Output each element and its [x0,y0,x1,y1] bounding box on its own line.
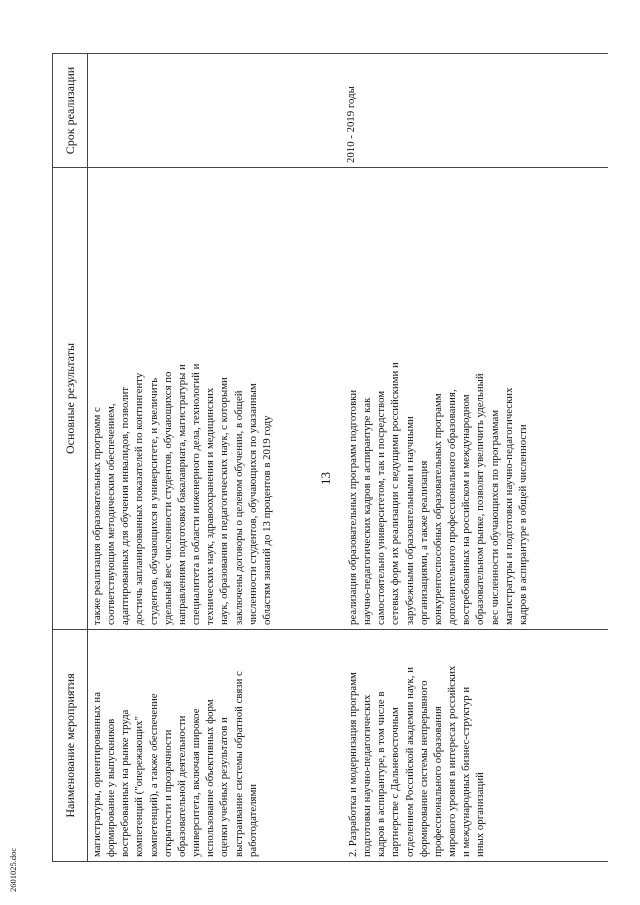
text-line: организациями, а также реализация [417,460,430,625]
header-period: Срок реализации [53,54,88,168]
text-line: мирового уровня в интересах российских [446,665,459,857]
text-line: наук, образования и педагогических наук, с которыми [218,377,231,625]
text-line: образовательном рынке, позволят увеличить удельный [474,373,487,625]
text-line: выстраивание системы обратной связи с [232,671,245,857]
text-line: иных организаций [474,772,487,857]
document-sheet [52,54,612,862]
results-cell [334,168,608,630]
page-number: 13 [318,472,333,485]
header-action: Наименование мероприятия [53,630,88,862]
text-line: профессионального образования [431,706,444,857]
text-line: магистратуры, ориентированных на [91,691,103,857]
text-line: зарубежными образовательными и научными [403,416,416,625]
text-line: открытости и прозрачности [161,729,174,857]
text-line: формирование системы непрерывного [417,680,430,857]
text-line: работодателями [246,783,259,857]
file-name-footer: 2601025.doc [8,847,18,892]
text-line: заключены договоры о целевом обучении, в общей [232,390,245,625]
text-line: реализация образовательных программ подготовки [347,389,359,625]
text-line: университета, включая широкое [190,708,203,857]
text-line: достичь запланированных показателей по контингенту [133,372,146,625]
text-line: формирование у выпускников [105,718,118,857]
text-line: численности студентов, обучающихся по указанным [246,383,259,625]
period-cell [88,54,335,168]
text-line: подготовки научно-педагогических [361,694,374,857]
text-line: удельный вес численности студентов, обучающихся по [161,371,174,625]
table-row [334,54,608,862]
text-line: востребованных на рынке труда [119,709,132,857]
activities-table [52,53,608,862]
text-line: востребованных на российском и международном [460,394,473,625]
action-cell [334,630,608,862]
text-line: оценки учебных результатов и [218,717,231,857]
text-line: отделением Российской академии наук, и [403,667,416,857]
text-line: научно-педагогических кадров в аспирантуре как [361,397,374,625]
text-line: кадров в аспирантуре, в том числе в [375,691,388,857]
text-line: сетевых форм их реализации с ведущими российскими и [389,362,402,625]
text-line: компетенций ("опережающих" [133,716,146,857]
text-line: направлениям подготовки бакалавриата, магистратуры и [175,364,188,625]
text-line: технических наук, здравоохранения и медицинских [204,387,217,625]
text-line: кадров в аспирантуре в общей численности [516,424,529,625]
text-line: адаптированных для обучения инвалидов, позволит [119,386,132,625]
text-line: самостоятельно университетом, так и посредством [375,390,388,625]
results-cell [88,168,335,630]
text-line: конкурентоспособных образовательных программ [431,393,444,625]
text-line: студентов, обучающихся в университете, и увеличить [147,377,160,625]
text-line: использование объективных форм [204,699,217,857]
text-line: партнерстве с Дальневосточным [389,707,402,857]
text-line: специалитета в области инженерного дела, технологий и [190,363,203,625]
text-line: компетенций), а также обеспечение [147,693,160,857]
table-header-row [53,54,88,862]
text-line: также реализация образовательных программ с [91,407,103,625]
action-cell [88,630,335,862]
text-line: областям знаний до 13 процентов в 2019 году [260,415,273,625]
text-line: вес численности обучающихся по программам [488,409,501,625]
text-line: образовательной деятельности [175,715,188,857]
text-line: 2. Разработка и модернизация программ [347,672,359,857]
period-cell: 2010 - 2019 годы [334,54,608,168]
table-row [88,54,335,862]
text-line: дополнительного профессионального образования, [446,389,459,625]
text-line: магистратуры и подготовки научно-педагогических [502,387,515,625]
text-line: соответствующим методическим обеспечением, [105,403,118,625]
text-line: и международных бизнес-структур и [460,686,473,857]
header-results: Основные результаты [53,168,88,630]
